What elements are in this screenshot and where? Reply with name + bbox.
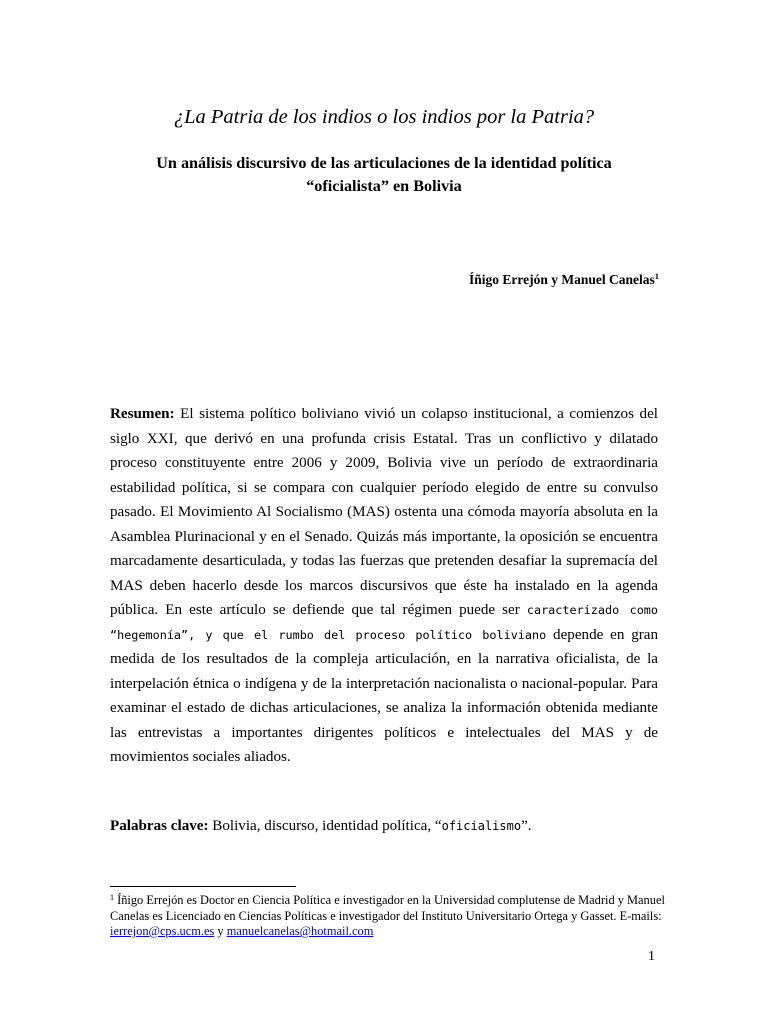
paper-subtitle xyxy=(95,152,673,198)
footnote-text: Íñigo Errejón es Doctor en Ciencia Política e investigador en la Universidad complutense de Madrid y Manuel Canelas es Licenciado en Ciencias Políticas e investigador del Instituto Universitario Ortega y Gasset. E-mails: xyxy=(110,893,665,923)
email-link-canelas[interactable]: manuelcanelas@hotmail.com xyxy=(226,924,374,938)
keywords-text: Bolivia, discurso, identidad política, “ xyxy=(208,818,442,834)
paper-title: ¿La Patria de los indios o los indios por la Patria? xyxy=(173,106,595,128)
abstract-label: Resumen: xyxy=(110,406,175,422)
page-number: 1 xyxy=(648,949,655,964)
abstract-text-part-2: caracterizado como “hegemonía”, y que el rumbo del proceso político boliviano xyxy=(110,603,659,642)
footnote-connector: y xyxy=(214,924,227,938)
subtitle-line-2: “oficialista” en Bolivia xyxy=(306,177,462,195)
email-link-errejon[interactable]: ierrejon@cps.ucm.es xyxy=(110,924,215,938)
abstract-text-part-3: depende en gran medida de los resultados de la compleja articulación, en la narrativa oficialista, de la interpelación étnica o indígena y de la interpretación nacionalista o nacional-popular. Para examinar el estado de dichas articulaciones, se analiza la información obtenida mediante las entrevistas a importantes dirigentes políticos e intelectuales del MAS y de movimientos sociales aliados. xyxy=(110,626,659,765)
authors-names: Íñigo Errejón y Manuel Canelas xyxy=(468,272,655,287)
abstract-paragraph xyxy=(110,402,658,770)
authors-footnote-mark: 1 xyxy=(654,271,659,281)
keywords-closing: ”. xyxy=(521,818,532,834)
footnote xyxy=(110,893,665,940)
keywords-line xyxy=(110,815,670,837)
abstract-text-part-1: El sistema político boliviano vivió un colapso institucional, a comienzos del siglo XXI, que derivó en una profunda crisis Estatal. Tras un conflictivo y dilatado proceso constituyente entre 2006 y 2009, Bolivia vive un período de extraordinaria estabilidad política, si se compara con cualquier período elegido de entre su convulso pasado. El Movimiento Al Socialismo (MAS) ostenta una cómoda mayoría absoluta en la Asamblea Plurinacional y en el Senado. Quizás más importante, la oposición se encuentra marcadamente desarticulada, y todas las fuerzas que pretenden desafiar la supremacía del MAS deben hacerlo desde los marcos discursivos que éste ha instalado en la agenda pública. En este artículo se defiende que tal régimen puede ser xyxy=(110,406,658,618)
authors-line xyxy=(469,271,659,289)
footnote-mark: 1 xyxy=(110,893,114,902)
keywords-label: Palabras clave: xyxy=(110,818,209,834)
subtitle-line-1: Un análisis discursivo de las articulaciones de la identidad política xyxy=(156,154,612,172)
footnote-divider xyxy=(110,886,296,887)
keywords-mono-term: oficialismo xyxy=(441,819,522,833)
